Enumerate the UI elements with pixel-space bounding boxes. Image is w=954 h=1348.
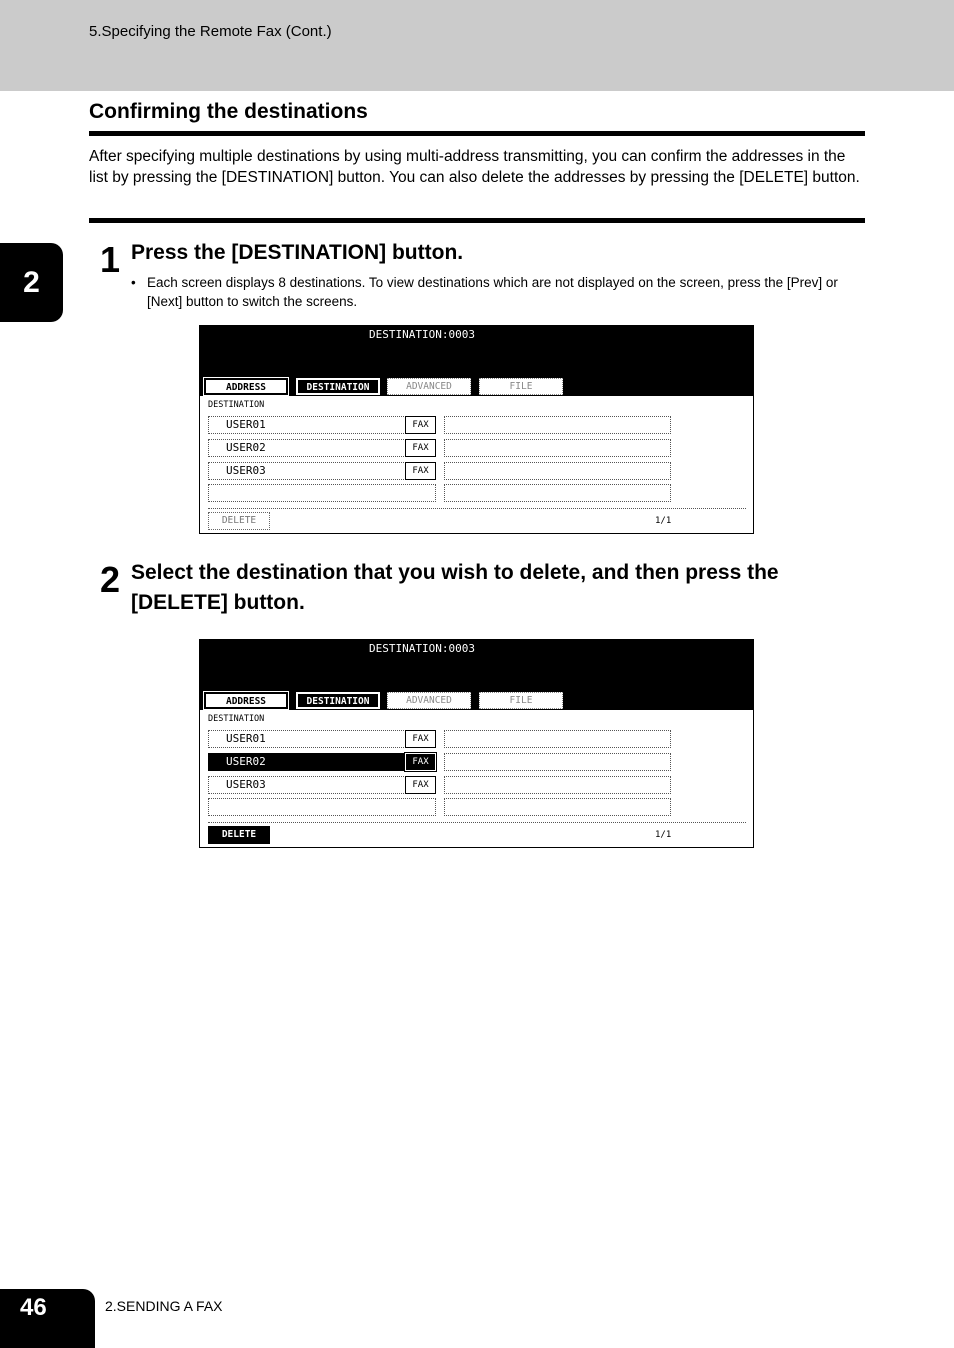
destination-slot-empty[interactable]	[444, 753, 671, 771]
tab-address[interactable]: ADDRESS	[204, 692, 288, 709]
bullet-dot: •	[131, 275, 136, 290]
step-1-number: 1	[100, 239, 120, 280]
destination-slot-empty[interactable]	[208, 798, 436, 816]
destination-slot-empty[interactable]	[444, 484, 671, 502]
tab-file[interactable]: FILE	[479, 378, 563, 395]
page-number: 46	[20, 1294, 47, 1321]
step-1-note-text: Each screen displays 8 destinations. To view destinations which are not displayed on the screen, press the [Prev] or [Next] button to switch the screens.	[147, 275, 838, 309]
fax-type-button[interactable]: FAX	[405, 753, 436, 771]
fax-type-button[interactable]: FAX	[405, 462, 436, 480]
destination-panel-1	[199, 325, 754, 534]
destination-slot-empty[interactable]	[444, 798, 671, 816]
destination-slot-empty[interactable]	[444, 439, 671, 457]
destination-list-label: DESTINATION	[208, 714, 265, 724]
step-2-title: Select the destination that you wish to delete, and then press the [DELETE] button.	[131, 561, 779, 614]
tab-destination[interactable]: DESTINATION	[296, 378, 380, 395]
tab-file[interactable]: FILE	[479, 692, 563, 709]
destination-row-user02-selected[interactable]: USER02	[208, 753, 436, 771]
tab-destination[interactable]: DESTINATION	[296, 692, 380, 709]
fax-type-button[interactable]: FAX	[405, 416, 436, 434]
chapter-tab: 2	[0, 243, 63, 322]
page-indicator: 1/1	[655, 516, 672, 526]
header-band	[0, 0, 954, 91]
destination-row-user03[interactable]: USER03	[208, 462, 436, 480]
panel-header	[200, 326, 753, 396]
panel-header	[200, 640, 753, 710]
page-indicator: 1/1	[655, 830, 672, 840]
fax-type-button[interactable]: FAX	[405, 730, 436, 748]
delete-button[interactable]: DELETE	[208, 826, 270, 844]
fax-type-button[interactable]: FAX	[405, 439, 436, 457]
step-1-note	[131, 273, 851, 311]
destination-row-user01[interactable]: USER01	[208, 416, 436, 434]
panel-divider	[208, 508, 746, 509]
intro-paragraph: After specifying multiple destinations by using multi-address transmitting, you can confirm the addresses in the list by pressing the [DESTINATION] button. You can also delete the addresses by pressing the [DELETE] button.	[89, 148, 860, 186]
panel-title: DESTINATION:0003	[369, 328, 475, 341]
destination-slot-empty[interactable]	[444, 730, 671, 748]
section-rule-bottom	[89, 218, 865, 223]
tab-address[interactable]: ADDRESS	[204, 378, 288, 395]
section-title: Confirming the destinations	[89, 100, 368, 123]
destination-row-user03[interactable]: USER03	[208, 776, 436, 794]
footer-chapter-name: 2.SENDING A FAX	[105, 1298, 223, 1314]
section-rule-top	[89, 131, 865, 136]
destination-panel-2	[199, 639, 754, 848]
panel-divider	[208, 822, 746, 823]
destination-slot-empty[interactable]	[444, 416, 671, 434]
fax-type-button[interactable]: FAX	[405, 776, 436, 794]
destination-slot-empty[interactable]	[208, 484, 436, 502]
running-header: 5.Specifying the Remote Fax (Cont.)	[89, 23, 332, 40]
destination-slot-empty[interactable]	[444, 462, 671, 480]
tab-advanced[interactable]: ADVANCED	[387, 378, 471, 395]
step-1-title: Press the [DESTINATION] button.	[131, 241, 464, 264]
page-number-tab	[0, 1289, 95, 1348]
delete-button[interactable]: DELETE	[208, 512, 270, 530]
destination-row-user02[interactable]: USER02	[208, 439, 436, 457]
tab-advanced[interactable]: ADVANCED	[387, 692, 471, 709]
destination-list-label: DESTINATION	[208, 400, 265, 410]
destination-slot-empty[interactable]	[444, 776, 671, 794]
destination-row-user01[interactable]: USER01	[208, 730, 436, 748]
step-2-number: 2	[100, 559, 120, 600]
panel-title: DESTINATION:0003	[369, 642, 475, 655]
